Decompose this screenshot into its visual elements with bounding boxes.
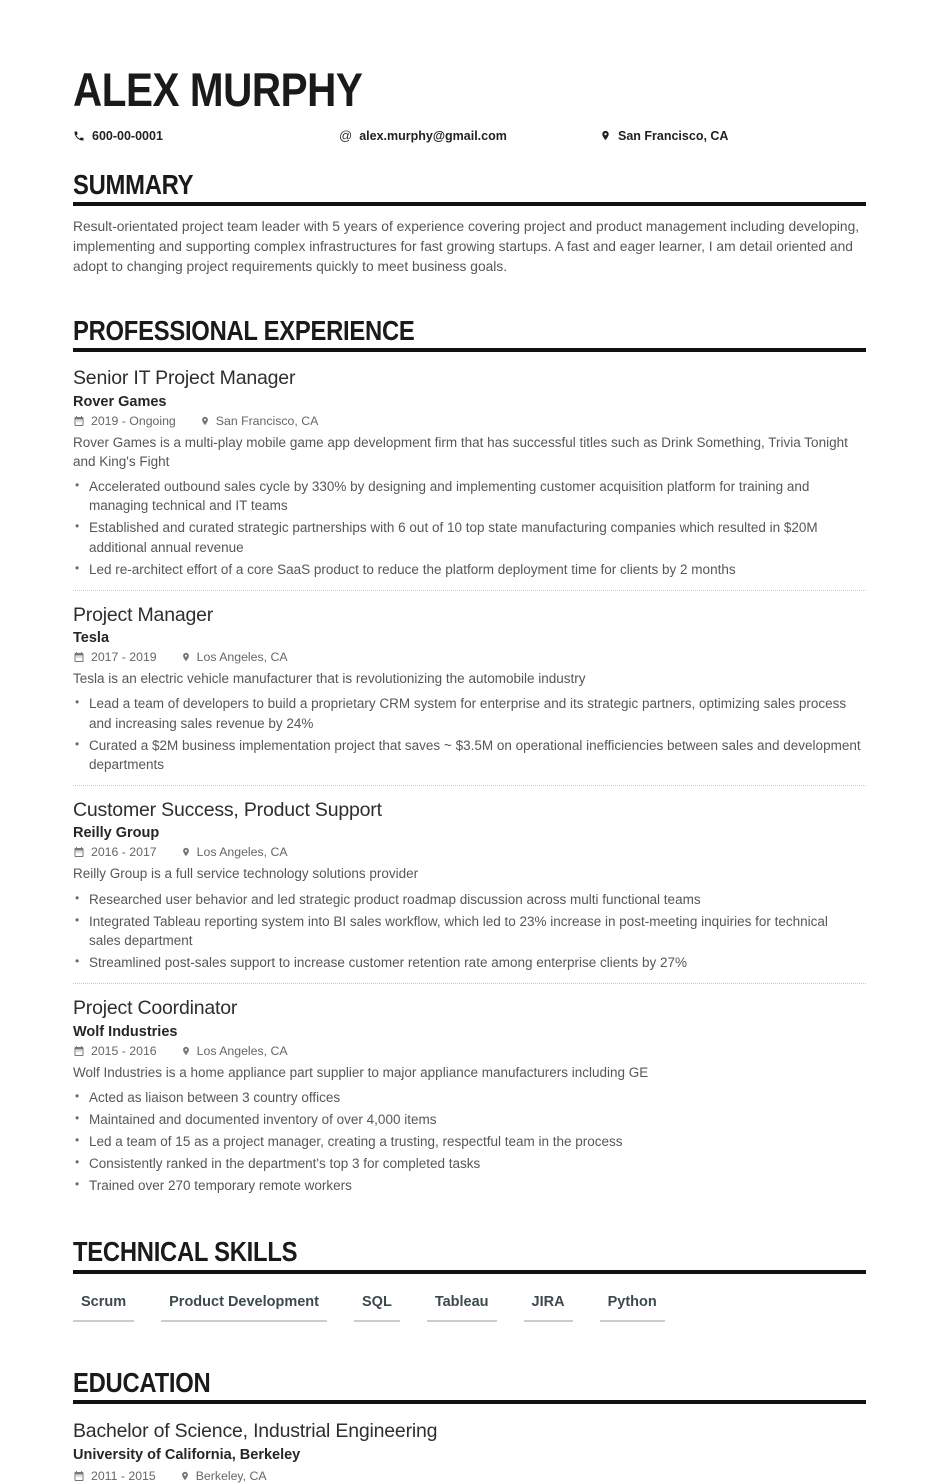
education-dates-text: 2011 - 2015 <box>91 1469 156 1483</box>
education-school: University of California, Berkeley <box>73 1447 301 1464</box>
job-location <box>200 414 319 428</box>
location-pin-icon <box>181 1045 191 1057</box>
job-dates-text: 2015 - 2016 <box>91 1043 157 1058</box>
job-bullets <box>73 477 866 579</box>
at-icon: @ <box>339 128 353 143</box>
section-education-heading <box>73 1368 866 1404</box>
job-dates <box>73 1044 157 1058</box>
bullet-item: • Researched user behavior and led strategic product roadmap discussion across multi functional teams <box>73 890 863 909</box>
job-meta <box>73 650 866 664</box>
job-bullets <box>73 694 866 774</box>
location-pin-icon <box>600 129 611 142</box>
job-location <box>181 845 288 859</box>
skill-item: Python <box>600 1294 665 1322</box>
job-location <box>181 650 288 664</box>
section-summary-heading <box>73 170 866 206</box>
job-location-text: Los Angeles, CA <box>196 1043 288 1058</box>
resume-header <box>73 63 866 143</box>
location-pin-icon <box>181 651 191 663</box>
job-dates <box>73 845 157 859</box>
job-company: Reilly Group <box>73 825 160 842</box>
contact-location <box>600 129 728 143</box>
skill-item: Tableau <box>427 1294 497 1322</box>
location-pin-icon <box>181 846 191 858</box>
contact-email <box>339 128 600 143</box>
bullet-item: • Consistently ranked in the department's top 3 for completed tasks <box>73 1154 863 1173</box>
job-description: Tesla is an electric vehicle manufacturer that is revolutionizing the automobile industry <box>73 671 586 687</box>
job-meta <box>73 414 866 428</box>
skill-item: JIRA <box>524 1294 573 1322</box>
section-skills <box>73 1237 866 1321</box>
skill-item: Scrum <box>73 1294 134 1322</box>
bullet-item: • Established and curated strategic partnerships with 6 out of 10 top state manufacturing companies which resulted in $20M additional annual revenue <box>73 518 863 556</box>
section-experience-heading <box>73 316 866 352</box>
education-location <box>180 1469 267 1483</box>
education-location-text: Berkeley, CA <box>195 1469 267 1483</box>
section-experience-title: PROFESSIONAL EXPERIENCE <box>73 314 415 346</box>
job-description: Wolf Industries is a home appliance part supplier to major appliance manufacturers including GE <box>73 1064 649 1080</box>
experience-entry <box>73 983 866 1195</box>
job-dates <box>73 650 157 664</box>
job-bullets <box>73 1088 866 1196</box>
section-education <box>73 1368 866 1483</box>
job-title: Customer Success, Product Support <box>73 798 382 821</box>
bullet-item: • Led a team of 15 as a project manager, creating a trusting, respectful team in the process <box>73 1132 863 1151</box>
section-summary-title: SUMMARY <box>73 169 194 200</box>
calendar-icon <box>73 415 85 427</box>
bullet-item: • Curated a $2M business implementation project that saves ~ $3.5M on operational inefficiencies between sales and development departments <box>73 736 863 774</box>
section-experience <box>73 316 866 1195</box>
job-description: Rover Games is a multi-play mobile game app development firm that has successful titles such as Drink Something, Trivia Tonight and King's Fight <box>73 434 848 469</box>
bullet-item: • Accelerated outbound sales cycle by 330% by designing and implementing customer acquisition platform for training and managing technical and IT teams <box>73 477 863 515</box>
section-skills-title: TECHNICAL SKILLS <box>73 1236 298 1268</box>
job-dates-text: 2019 - Ongoing <box>91 413 176 428</box>
section-education-title: EDUCATION <box>73 1366 211 1398</box>
job-location <box>181 1044 288 1058</box>
section-summary <box>73 170 866 277</box>
summary-text: Result-orientated project team leader with 5 years of experience covering project and product management including developing, implementing and supporting complex infrastructures for fast growing startups. A fast and eager learner, I am detail oriented and adopt to changing project requirements quickly to meet business goals. <box>73 219 860 275</box>
education-meta <box>73 1469 866 1483</box>
job-meta <box>73 1044 866 1058</box>
candidate-name: ALEX MURPHY <box>73 63 363 116</box>
contact-phone <box>73 129 339 143</box>
section-skills-heading <box>73 1237 866 1273</box>
skills-list <box>73 1294 866 1322</box>
calendar-icon <box>73 651 85 663</box>
skill-item: SQL <box>354 1294 400 1322</box>
bullet-item: • Integrated Tableau reporting system into BI sales workflow, which led to 23% increase in post-meeting inquiries for technical sales department <box>73 912 863 950</box>
calendar-icon <box>73 1470 85 1482</box>
location-pin-icon <box>200 415 210 427</box>
bullet-item: • Lead a team of developers to build a proprietary CRM system for enterprise and its strategic partners, optimizing sales process and increasing sales revenue by 24% <box>73 694 863 732</box>
job-title: Project Coordinator <box>73 997 238 1020</box>
experience-entry <box>73 590 866 774</box>
skill-item: Product Development <box>161 1294 327 1322</box>
bullet-item: • Acted as liaison between 3 country offices <box>73 1088 863 1107</box>
job-location-text: Los Angeles, CA <box>196 650 288 665</box>
job-dates-text: 2016 - 2017 <box>91 845 157 860</box>
job-meta <box>73 845 866 859</box>
job-company: Tesla <box>73 630 110 647</box>
contact-row <box>73 128 866 143</box>
job-dates-text: 2017 - 2019 <box>91 650 157 665</box>
experience-entries <box>73 358 866 1195</box>
job-title: Senior IT Project Manager <box>73 367 296 390</box>
contact-phone-text: 600-00-0001 <box>92 128 163 143</box>
job-description: Reilly Group is a full service technology solutions provider <box>73 866 419 882</box>
job-location-text: Los Angeles, CA <box>196 845 288 860</box>
experience-entry <box>73 358 866 578</box>
location-pin-icon <box>180 1470 190 1482</box>
calendar-icon <box>73 846 85 858</box>
bullet-item: • Led re-architect effort of a core SaaS product to reduce the platform deployment time for clients by 2 months <box>73 560 863 579</box>
bullet-item: • Maintained and documented inventory of over 4,000 items <box>73 1110 863 1129</box>
bullet-item: • Streamlined post-sales support to increase customer retention rate among enterprise clients by 27% <box>73 953 863 972</box>
education-degree: Bachelor of Science, Industrial Engineering <box>73 1420 438 1443</box>
education-dates <box>73 1469 156 1483</box>
job-dates <box>73 414 176 428</box>
education-entry <box>73 1420 866 1483</box>
contact-location-text: San Francisco, CA <box>618 128 729 143</box>
calendar-icon <box>73 1045 85 1057</box>
job-location-text: San Francisco, CA <box>215 413 319 428</box>
phone-icon <box>73 130 85 142</box>
experience-entry <box>73 785 866 972</box>
job-bullets <box>73 890 866 973</box>
job-company: Wolf Industries <box>73 1023 178 1040</box>
contact-email-text: alex.murphy@gmail.com <box>359 128 507 143</box>
job-title: Project Manager <box>73 603 214 626</box>
job-company: Rover Games <box>73 393 167 410</box>
bullet-item: • Trained over 270 temporary remote workers <box>73 1176 863 1195</box>
